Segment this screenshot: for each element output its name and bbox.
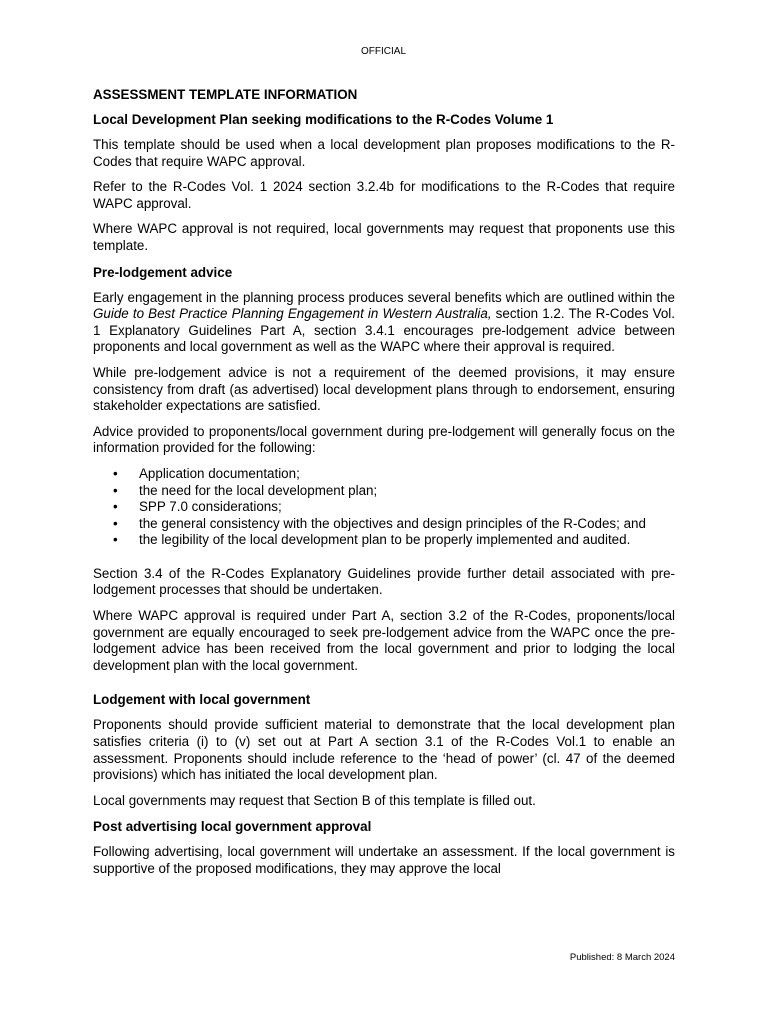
security-classification: OFFICIAL <box>361 46 407 57</box>
list-item <box>93 532 675 549</box>
list-item-text: the need for the local development plan; <box>139 482 378 498</box>
post-advertising-paragraph-1: Following advertising, local government will undertake an assessment. If the local government is supportive of the proposed modifications, they may approve the local <box>93 844 675 876</box>
prelodgement-paragraph-2: While pre-lodgement advice is not a requirement of the deemed provisions, it may ensure consistency from draft (as advertised) local development plans through to endorsement, ensuring stakeholder expectations are satisfied. <box>93 364 675 414</box>
bullet-icon: • <box>113 499 118 515</box>
bullet-icon: • <box>113 465 118 481</box>
lodgement-heading: Lodgement with local government <box>93 692 311 708</box>
list-item <box>93 483 675 500</box>
intro-paragraph-2: Refer to the R-Codes Vol. 1 2024 section 3.2.4b for modifications to the R-Codes that require WAPC approval. <box>93 179 675 211</box>
document-subtitle: Local Development Plan seeking modifications to the R-Codes Volume 1 <box>93 112 554 127</box>
prelodgement-paragraph-5: Where WAPC approval is required under Part A, section 3.2 of the R-Codes, proponents/local government are equally encouraged to seek pre-lodgement advice from the WAPC once the pre-lodgement advice has been received from the local government and prior to lodging the local development plan with the local government. <box>93 608 675 673</box>
lodgement-paragraph-2: Local governments may request that Section B of this template is filled out. <box>93 792 536 808</box>
prelodgement-paragraph-4: Section 3.4 of the R-Codes Explanatory Guidelines provide further detail associated with pre-lodgement processes that should be undertaken. <box>93 565 675 598</box>
document-title: ASSESSMENT TEMPLATE INFORMATION <box>93 87 358 102</box>
intro-paragraph-3: Where WAPC approval is not required, local governments may request that proponents use this template. <box>93 221 675 253</box>
prelodgement-bullet-list <box>93 466 675 549</box>
bullet-icon: • <box>113 515 118 531</box>
list-item-text: the legibility of the local development plan to be properly implemented and audited. <box>139 532 631 548</box>
lodgement-paragraph-1: Proponents should provide sufficient material to demonstrate that the local development plan satisfies criteria (i) to (v) set out at Part A section 3.1 of the R-Codes Vol.1 to enable an assessment. Proponents should include reference to the ‘head of power’ (cl. 47 of the deemed provisions) which has initiated the local development plan. <box>93 717 675 783</box>
list-item-text: Application documentation; <box>139 465 300 481</box>
document-body <box>93 86 675 878</box>
post-advertising-heading: Post advertising local government approval <box>93 819 372 835</box>
list-item <box>93 466 675 483</box>
list-item <box>93 516 675 533</box>
bullet-icon: • <box>113 532 118 548</box>
list-item <box>93 499 675 516</box>
prelodgement-heading: Pre-lodgement advice <box>93 264 233 280</box>
list-item-text: the general consistency with the objectives and design principles of the R-Codes; and <box>139 515 646 531</box>
guide-title-italic: Guide to Best Practice Planning Engagement in Western Australia, <box>93 306 492 322</box>
published-date: Published: 8 March 2024 <box>569 952 675 963</box>
list-item-text: SPP 7.0 considerations; <box>139 499 282 515</box>
prelodgement-paragraph-1 <box>93 290 675 356</box>
prelodgement-paragraph-3: Advice provided to proponents/local government during pre-lodgement will generally focus on the information provided for the following: <box>93 423 675 456</box>
prelodgement-p1-end: section 1.2. The R-Codes Vol. 1 Explanatory Guidelines Part A, section 3.4.1 encourages pre-lodgement advice between proponents and local government as well as the WAPC where their approval is required. <box>93 306 675 355</box>
bullet-icon: • <box>113 482 118 498</box>
prelodgement-p1-start: Early engagement in the planning process produces several benefits which are outlined within the <box>93 289 675 305</box>
intro-paragraph-1: This template should be used when a local development plan proposes modifications to the R-Codes that require WAPC approval. <box>93 137 675 169</box>
